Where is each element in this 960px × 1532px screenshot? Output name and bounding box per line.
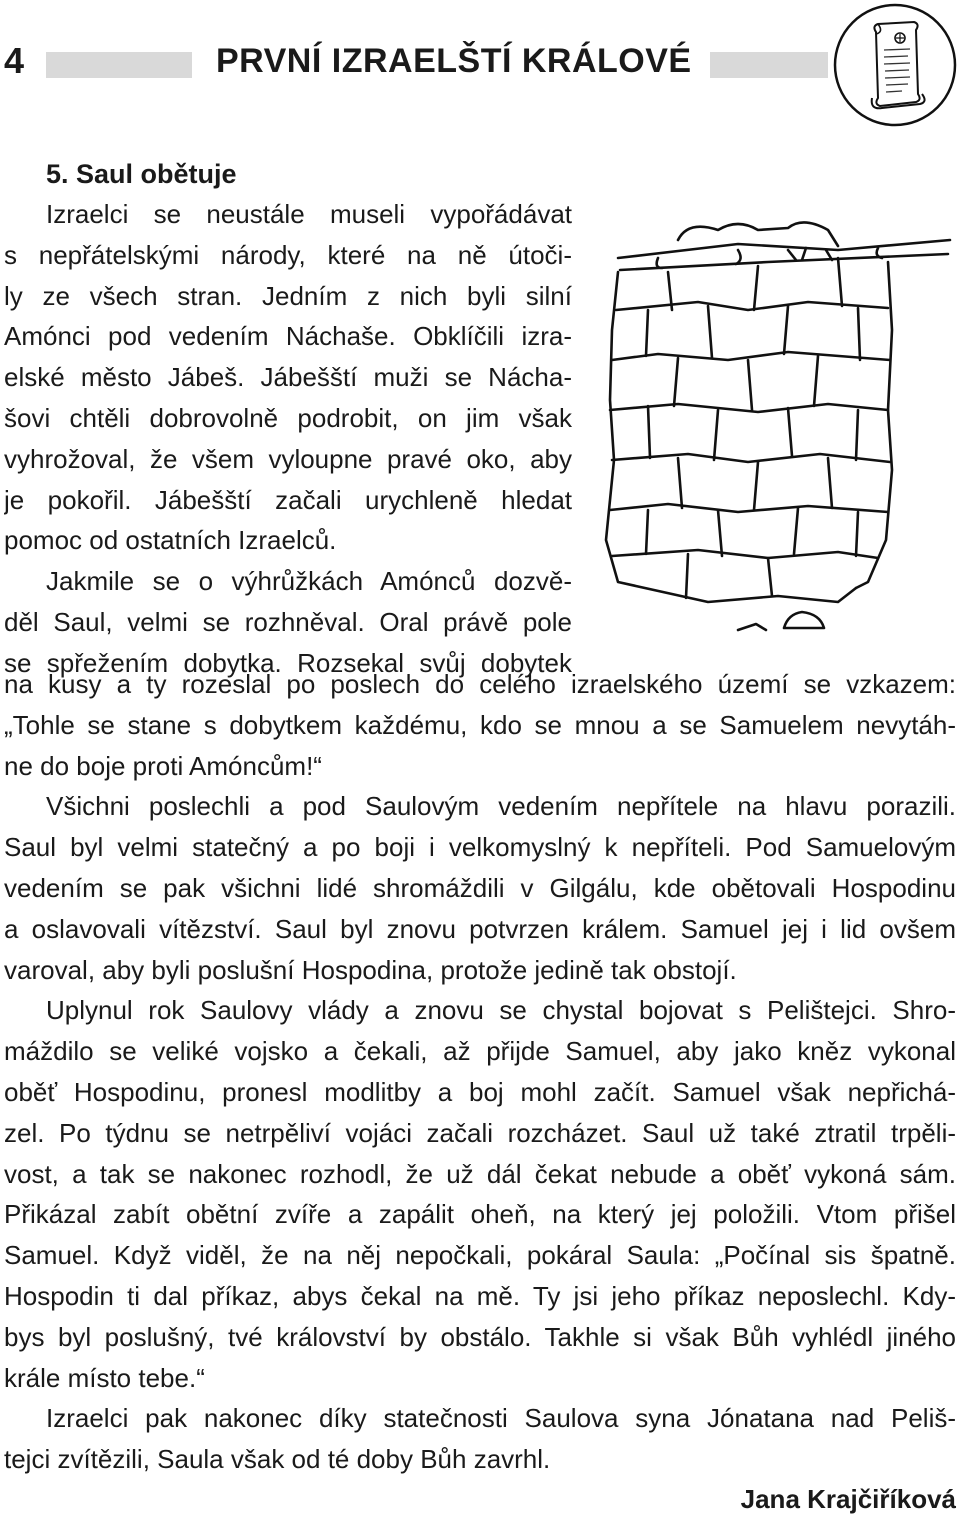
- text-line: „Tohle se stane s dobytkem každému, kdo se mnou a se Samuelem nevytáh-: [4, 709, 956, 740]
- page-number: 4: [4, 40, 25, 81]
- text-line: máždilo se veliké vojsko a čekali, až přijde Samuel, aby jako kněz vykonal: [4, 1036, 956, 1067]
- stone-altar-illustration: [588, 210, 960, 650]
- text-line: Hospodin ti dal příkaz, abys čekal na mě. Ty jsi jeho příkaz neposlechl. Kdy-: [4, 1280, 956, 1311]
- text-line: krále místo tebe.“: [4, 1362, 205, 1393]
- text-line: Izraelci pak nakonec díky statečnosti Saulova syna Jónatana nad Peliš-: [46, 1403, 956, 1434]
- text-line: vedením se pak všichni lidé shromáždili v Gilgálu, kde obětovali Hospodinu: [4, 872, 956, 903]
- article-heading: 5. Saul obětuje: [46, 159, 237, 189]
- text-line: Všichni poslechli a pod Saulovým vedením nepřítele na hlavu porazili.: [46, 791, 956, 822]
- text-line: oběť Hospodinu, pronesl modlitby a boj mohl začít. Samuel však nepřichá-: [4, 1076, 956, 1107]
- text-line: vyhrožoval, že všem vyloupne pravé oko, aby: [4, 443, 572, 474]
- header-bar-left: [46, 52, 192, 78]
- text-line: s nepřátelskými národy, které na ně útoči-: [4, 239, 572, 270]
- text-line: Jakmile se o výhrůžkách Amónců dozvě-: [46, 566, 572, 597]
- header-bar-right: [710, 52, 828, 78]
- wrapped-paragraphs: [4, 194, 572, 684]
- text-line: je pokořil. Jábešští začali urychleně hledat: [4, 484, 572, 515]
- text-line: bys byl poslušný, tvé království by obstálo. Takhle si však Bůh vyhlédl jiného: [4, 1321, 956, 1352]
- full-width-paragraphs: [4, 664, 956, 1480]
- text-line: zel. Po týdnu se netrpěliví vojáci začali rozcházet. Saul už také ztratil trpěli-: [4, 1117, 956, 1148]
- text-line: elské město Jábeš. Jábešští muži se Nácha-: [4, 362, 572, 393]
- text-line: Samuel. Když viděl, že na něj nepočkali, pokáral Saula: „Počínal sis špatně.: [4, 1240, 956, 1271]
- text-line: a oslavovali vítězství. Saul byl znovu potvrzen králem. Samuel jej i lid ovšem: [4, 913, 956, 944]
- text-line: Izraelci se neustále museli vypořádávat: [46, 199, 572, 229]
- text-line: pomoc od ostatních Izraelců.: [4, 525, 337, 556]
- author-signature: Jana Krajčiříková: [740, 1484, 956, 1514]
- text-line: šovi chtěli dobrovolně podrobit, on jim však: [4, 402, 572, 433]
- text-line: na kusy a ty rozeslal po poslech do celého izraelského území se vzkazem:: [4, 669, 956, 699]
- chapter-title: PRVNÍ IZRAELŠTÍ KRÁLOVÉ: [216, 42, 692, 80]
- text-line: ne do boje proti Amóncům!“: [4, 750, 322, 781]
- text-line: vost, a tak se nakonec rozhodl, že už dál čekat nebude a oběť vykoná sám.: [4, 1158, 956, 1189]
- text-line: ly ze všech stran. Jedním z nich byli silní: [4, 280, 572, 311]
- text-line: se spřežením dobytka. Rozsekal svůj dobytek: [4, 647, 572, 678]
- text-line: varoval, aby byli poslušní Hospodina, protože jedině tak obstojí.: [4, 954, 737, 985]
- text-line: tejci zvítězili, Saula však od té doby Bůh zavrhl.: [4, 1444, 551, 1475]
- text-line: Saul byl velmi statečný a po boji i velkomyslný k nepříteli. Pod Samuelovým: [4, 832, 956, 863]
- text-line: Přikázal zabít obětní zvíře a zapálit oheň, na který jej položili. Vtom přišel: [4, 1199, 956, 1230]
- scroll-emblem-icon: [832, 2, 958, 128]
- text-line: Uplynul rok Saulovy vlády a znovu se chystal bojovat s Pelištejci. Shro-: [46, 995, 956, 1026]
- text-line: Amónci pod vedením Náchaše. Obklíčili izra-: [4, 321, 572, 352]
- page-header: [0, 0, 960, 130]
- text-line: děl Saul, velmi se rozhněval. Oral právě pole: [4, 606, 572, 637]
